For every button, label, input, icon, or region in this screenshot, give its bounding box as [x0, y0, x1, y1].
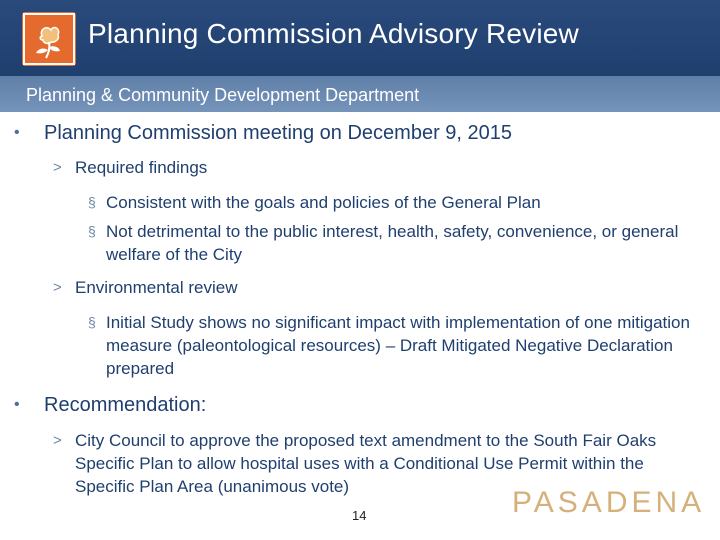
bullet-text: Planning Commission meeting on December 9, 2015: [44, 122, 513, 144]
bullet-dot-icon: •: [14, 396, 20, 413]
slide-content: [0, 112, 720, 540]
sub-bullet-item: [53, 276, 238, 299]
bullet-text: Recommendation:: [44, 394, 207, 416]
sub-bullet-text: Required findings: [75, 158, 208, 177]
sub-bullet-text: City Council to approve the proposed text amendment to the South Fair Oaks Specific Plan to allow hospital uses with a Conditional Use Permit within the Specific Plan Area (unanimous vote): [75, 431, 657, 496]
sub-sub-bullet-item: [88, 191, 696, 214]
rose-logo-icon: [22, 12, 76, 66]
sub-bullet-text: Environmental review: [75, 278, 238, 297]
bullet-item: [14, 121, 513, 145]
chevron-right-icon: >: [53, 432, 62, 449]
sub-sub-bullet-item: [88, 311, 696, 380]
square-bullet-icon: §: [88, 314, 96, 330]
square-bullet-icon: §: [88, 194, 96, 210]
square-bullet-icon: §: [88, 223, 96, 239]
chevron-right-icon: >: [53, 159, 62, 176]
sub-sub-bullet-text: Initial Study shows no significant impact with implementation of one mitigation measure (paleontological resources) – Draft Mitigated Negative Declaration prepared: [106, 313, 690, 378]
rose-logo-svg: [22, 12, 76, 66]
sub-sub-bullet-item: [88, 220, 696, 266]
department-name: Planning & Community Development Department: [26, 85, 420, 105]
page-number: 14: [352, 508, 367, 523]
bullet-item: [14, 393, 207, 417]
sub-sub-bullet-text: Not detrimental to the public interest, health, safety, convenience, or general welfare of the City: [106, 222, 679, 264]
pasadena-brand-logo: PASADENA: [512, 486, 706, 519]
sub-sub-bullet-text: Consistent with the goals and policies of the General Plan: [106, 193, 541, 212]
bullet-dot-icon: •: [14, 124, 20, 141]
chevron-right-icon: >: [53, 279, 62, 296]
department-bar: [0, 76, 720, 112]
slide-header: [0, 0, 720, 76]
slide-title: Planning Commission Advisory Review: [88, 18, 579, 49]
sub-bullet-item: [53, 156, 208, 179]
